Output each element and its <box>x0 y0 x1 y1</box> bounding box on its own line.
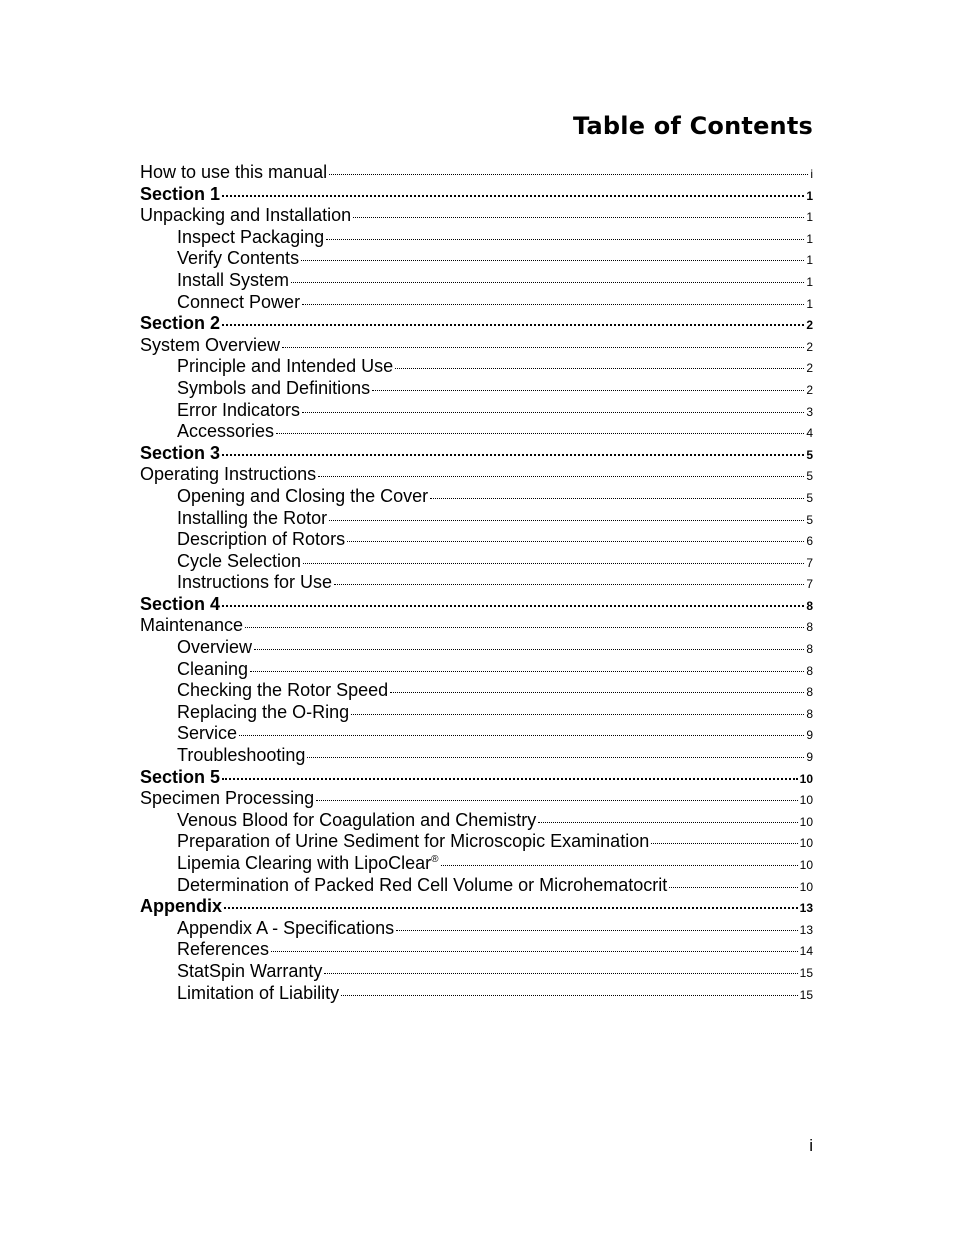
toc-entry[interactable] <box>140 162 813 184</box>
toc-page-number: 1 <box>806 296 813 311</box>
toc-entry-label <box>140 723 237 744</box>
toc-entry-label-text: Section 5 <box>140 766 221 787</box>
toc-entry-label <box>140 875 667 896</box>
toc-entry-label-text: Overview <box>177 637 253 658</box>
toc-entry-label-text: Installing the Rotor <box>177 507 328 528</box>
toc-entry-label <box>140 270 289 291</box>
dot-leader <box>318 476 804 477</box>
toc-entry[interactable] <box>140 702 813 724</box>
toc-entry-label <box>140 400 300 421</box>
toc-entry-label <box>140 184 220 205</box>
toc-page-number: 1 <box>806 253 813 268</box>
toc-page-number: 10 <box>799 793 813 808</box>
toc-entry[interactable] <box>140 572 813 594</box>
toc-entry[interactable] <box>140 939 813 961</box>
toc-section-entry[interactable] <box>140 443 813 465</box>
toc-entry-label <box>140 853 439 874</box>
table-of-contents <box>140 162 813 1004</box>
toc-entry-label-text: Accessories <box>177 421 275 442</box>
dot-leader <box>222 454 804 456</box>
dot-leader <box>334 584 804 585</box>
toc-entry-label <box>140 896 222 917</box>
toc-entry-label-text: Appendix A - Specifications <box>177 917 395 938</box>
toc-section-entry[interactable] <box>140 313 813 335</box>
toc-page-number: 3 <box>806 404 813 419</box>
dot-leader <box>329 520 804 521</box>
toc-entry-label-text: Lipemia Clearing with LipoClear <box>177 853 432 873</box>
toc-entry-label-text: Operating Instructions <box>140 464 317 485</box>
page-title: Table of Contents <box>573 112 813 140</box>
toc-page-number: 13 <box>799 901 813 916</box>
toc-entry-label-text: Instructions for Use <box>177 572 333 593</box>
toc-entry-label <box>140 680 388 701</box>
toc-entry[interactable] <box>140 421 813 443</box>
toc-entry[interactable] <box>140 615 813 637</box>
registered-mark: ® <box>431 854 439 865</box>
toc-page-number: 7 <box>806 577 813 592</box>
toc-entry-label <box>140 594 220 615</box>
dot-leader <box>538 822 797 823</box>
dot-leader <box>302 412 804 413</box>
toc-page-number: 2 <box>806 318 813 333</box>
toc-entry[interactable] <box>140 983 813 1005</box>
toc-entry-label-text: References <box>177 939 270 960</box>
toc-entry-label <box>140 572 332 593</box>
toc-entry-label <box>140 659 248 680</box>
toc-entry-label <box>140 227 324 248</box>
toc-entry[interactable] <box>140 551 813 573</box>
toc-entry[interactable] <box>140 810 813 832</box>
dot-leader <box>329 174 808 175</box>
toc-page-number: 1 <box>806 210 813 225</box>
toc-entry-label-text: Inspect Packaging <box>177 226 325 247</box>
toc-entry[interactable] <box>140 270 813 292</box>
toc-entry-label-text: Section 4 <box>140 593 221 614</box>
toc-entry[interactable] <box>140 745 813 767</box>
toc-entry[interactable] <box>140 486 813 508</box>
dot-leader <box>353 217 804 218</box>
toc-page-number: 9 <box>806 750 813 765</box>
toc-page-number: 1 <box>806 274 813 289</box>
toc-entry[interactable] <box>140 637 813 659</box>
toc-entry-label-text: Section 3 <box>140 442 221 463</box>
dot-leader <box>351 714 804 715</box>
toc-entry-label <box>140 162 327 183</box>
toc-page-number: 2 <box>806 361 813 376</box>
dot-leader <box>651 843 797 844</box>
toc-entry-label <box>140 702 349 723</box>
toc-page-number: 8 <box>806 620 813 635</box>
toc-page-number: 9 <box>806 728 813 743</box>
toc-entry-label <box>140 313 220 334</box>
toc-page-number: 10 <box>799 879 813 894</box>
toc-entry-label-text: Error Indicators <box>177 399 301 420</box>
toc-entry-label-text: Preparation of Urine Sediment for Microscopic Examination <box>177 831 650 852</box>
dot-leader <box>245 627 804 628</box>
toc-entry-label <box>140 551 301 572</box>
toc-page-number: 10 <box>799 858 813 872</box>
toc-entry-label-text: Determination of Packed Red Cell Volume or Microhematocrit <box>177 874 668 895</box>
toc-page-number: 14 <box>799 944 813 959</box>
dot-leader <box>324 973 797 974</box>
toc-page-number: 8 <box>806 598 813 613</box>
dot-leader <box>222 324 804 326</box>
toc-entry[interactable] <box>140 529 813 551</box>
dot-leader <box>316 800 798 801</box>
toc-entry-label-text: Cleaning <box>177 658 249 679</box>
toc-entry-label <box>140 745 305 766</box>
toc-entry[interactable] <box>140 378 813 400</box>
toc-entry-label-text: Opening and Closing the Cover <box>177 485 429 506</box>
toc-entry[interactable] <box>140 918 813 940</box>
toc-entry-label-text: Limitation of Liability <box>177 982 340 1003</box>
toc-entry-label <box>140 810 536 831</box>
toc-entry-label-text: Connect Power <box>177 291 301 312</box>
toc-entry-label <box>140 637 252 658</box>
toc-entry[interactable] <box>140 508 813 530</box>
toc-page-number: i <box>810 167 813 181</box>
toc-entry-label-text: How to use this manual <box>140 162 328 182</box>
toc-entry[interactable] <box>140 464 813 486</box>
dot-leader <box>301 260 804 261</box>
page-number: i <box>809 1136 813 1155</box>
toc-entry-label <box>140 464 316 485</box>
dot-leader <box>271 951 798 952</box>
toc-entry[interactable] <box>140 680 813 702</box>
dot-leader <box>302 304 804 305</box>
toc-entry-label <box>140 918 394 939</box>
dot-leader <box>669 887 797 888</box>
toc-page-number: 2 <box>806 339 813 354</box>
toc-entry-label-text: Venous Blood for Coagulation and Chemistry <box>177 809 537 830</box>
toc-entry-label <box>140 378 370 399</box>
toc-entry-label-text: Checking the Rotor Speed <box>177 680 389 701</box>
toc-entry-label-text: Install System <box>177 269 290 290</box>
toc-entry-label-text: Maintenance <box>140 615 244 636</box>
toc-entry-label <box>140 335 280 356</box>
toc-entry-label-text: Appendix <box>140 896 223 917</box>
toc-entry[interactable] <box>140 875 813 897</box>
dot-leader <box>291 282 804 283</box>
toc-entry-label-text: Replacing the O-Ring <box>177 701 350 722</box>
dot-leader <box>222 778 798 780</box>
toc-entry-label <box>140 248 299 269</box>
toc-entry-label-text: System Overview <box>140 334 281 355</box>
toc-entry[interactable] <box>140 356 813 378</box>
dot-leader <box>222 195 804 197</box>
toc-entry[interactable] <box>140 227 813 249</box>
toc-entry-label-text: Description of Rotors <box>177 529 346 550</box>
toc-entry-label <box>140 421 274 442</box>
toc-entry[interactable] <box>140 831 813 853</box>
dot-leader <box>326 239 804 240</box>
toc-entry-label-text: Troubleshooting <box>177 745 306 766</box>
toc-page-number: 2 <box>806 382 813 397</box>
toc-entry[interactable] <box>140 961 813 983</box>
toc-page-number: 8 <box>806 685 813 700</box>
toc-entry-label <box>140 508 327 529</box>
dot-leader <box>239 735 804 736</box>
toc-page-number: 1 <box>806 231 813 246</box>
toc-entry-label <box>140 443 220 464</box>
toc-entry-label <box>140 529 345 550</box>
toc-entry-label-text: Symbols and Definitions <box>177 377 371 398</box>
dot-leader <box>395 368 804 369</box>
toc-page-number: 4 <box>806 426 813 441</box>
toc-entry-label-text: StatSpin Warranty <box>177 960 323 981</box>
dot-leader <box>303 563 804 564</box>
toc-page-number: 5 <box>806 490 813 505</box>
dot-leader <box>254 649 804 650</box>
toc-entry[interactable] <box>140 335 813 357</box>
dot-leader <box>441 865 798 866</box>
dot-leader <box>250 671 804 672</box>
toc-page-number: 8 <box>806 642 813 657</box>
toc-entry-label <box>140 983 339 1004</box>
toc-entry-label <box>140 486 428 507</box>
toc-entry[interactable] <box>140 400 813 422</box>
toc-entry-label-text: Service <box>177 723 238 744</box>
toc-entry-label <box>140 788 314 809</box>
toc-entry[interactable] <box>140 292 813 314</box>
toc-page-number: 15 <box>799 987 813 1002</box>
toc-section-entry[interactable] <box>140 184 813 206</box>
toc-entry-label-text: Verify Contents <box>177 248 300 269</box>
toc-entry-label <box>140 292 300 313</box>
toc-entry-label <box>140 767 220 788</box>
toc-section-entry[interactable] <box>140 594 813 616</box>
toc-entry-label-text: Section 1 <box>140 183 221 204</box>
toc-entry[interactable] <box>140 205 813 227</box>
dot-leader <box>341 995 798 996</box>
toc-entry-label-text: Specimen Processing <box>140 788 315 809</box>
toc-entry-label-text: Unpacking and Installation <box>140 205 352 226</box>
toc-page-number: 7 <box>806 555 813 570</box>
toc-page-number: 15 <box>799 965 813 980</box>
dot-leader <box>276 433 804 434</box>
toc-entry[interactable] <box>140 659 813 681</box>
toc-page-number: 10 <box>799 814 813 829</box>
toc-page-number: 10 <box>799 836 813 851</box>
toc-entry[interactable] <box>140 788 813 810</box>
toc-entry-label <box>140 356 393 377</box>
toc-entry-label-text: Cycle Selection <box>177 550 302 571</box>
toc-page-number: 5 <box>806 447 813 462</box>
dot-leader <box>347 541 804 542</box>
toc-page-number: 8 <box>806 706 813 721</box>
toc-entry[interactable] <box>140 723 813 745</box>
toc-page-number: 10 <box>799 771 813 786</box>
toc-page-number: 1 <box>806 188 813 203</box>
toc-page-number: 6 <box>806 534 813 549</box>
toc-entry-label-text: Principle and Intended Use <box>177 356 394 377</box>
dot-leader <box>307 757 804 758</box>
toc-section-entry[interactable] <box>140 767 813 789</box>
toc-entry-label <box>140 939 269 960</box>
toc-entry-label <box>140 615 243 636</box>
dot-leader <box>282 347 804 348</box>
dot-leader <box>222 605 804 607</box>
toc-entry-label <box>140 205 351 226</box>
dot-leader <box>390 692 804 693</box>
toc-entry[interactable] <box>140 248 813 270</box>
toc-page-number: 13 <box>799 922 813 937</box>
dot-leader <box>396 930 798 931</box>
toc-section-entry[interactable] <box>140 896 813 918</box>
toc-entry-label-text: Section 2 <box>140 313 221 334</box>
toc-page-number: 5 <box>806 512 813 527</box>
dot-leader <box>224 907 798 909</box>
toc-entry-label <box>140 831 649 852</box>
toc-entry[interactable] <box>140 853 813 875</box>
toc-entry-label <box>140 961 322 982</box>
toc-page-number: 5 <box>806 469 813 484</box>
dot-leader <box>430 498 804 499</box>
toc-page-number: 8 <box>806 663 813 678</box>
dot-leader <box>372 390 804 391</box>
